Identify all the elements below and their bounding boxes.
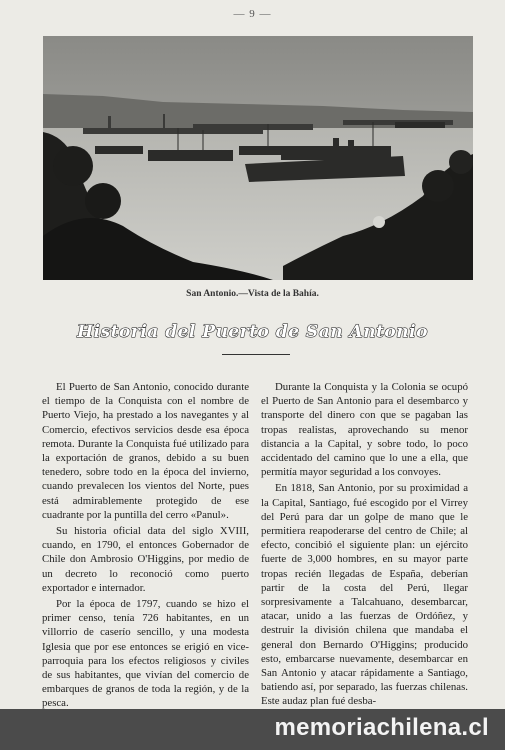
paragraph: En 1818, San Antonio, por su proximidad a la Capital, Santiago, fué escogido por el Virrey del Perú para dar un golpe de mano que le permitiera reapoderarse del centro de Chile; al efecto, concibió el siguiente plan: un ejército fuerte de 3,000 hombres, en su mayor parte tropas recién llegadas de España, deberían partir de la costa del Perú, llegar sorpresivamente a Talcahuano, desembarcar, atacar, unido a las fuerzas de Ordóñez, y destruir la división chilena que mandaba el general don Bernardo O'Higgins; producido esto, embarcarse nuevamente, desembarcar en San Antonio y atacar rápidamente a Santiago, batiendo así, por separado, las fuerzas chilenas. Este audaz plan fué desba- [261, 482, 468, 708]
paragraph: El Puerto de San Antonio, conocido durante el tiempo de la Conquista con el nombre de Puerto Viejo, ha prestado a los navegantes y al Comercio, efectivos servicios desde esa época remota. Durante la Conquista fué utilizado para la exportación de granos, debido a su buen tenedero, sobre todo en la época del invierno, cuando prevalecen los vientos del Norte, pues está admirablemente protegido de ese cuadrante por la puntilla del cerro «Panul». [42, 381, 249, 521]
right-column [261, 380, 468, 711]
paragraph: Durante la Conquista y la Colonia se ocupó el Puerto de San Antonio para el desembarco y transporte del dinero con que se pagaban las tropas realistas, aprovechando su menor distancia a la Capital, y sobre todo, lo poco accidentado del camino que lo une a ella, que permitía mayor seguridad a los convoyes. [261, 381, 468, 479]
watermark-text: memoriachilena.cl [274, 714, 489, 741]
paragraph: Su historia oficial data del siglo XVIII, cuando, en 1790, el entonces Gobernador de Chile don Ambrosio O'Higgins, por medio de un decreto lo reconoció como puerto exportador e internador. [42, 525, 249, 594]
article-title: Historia del Puerto de San Antonio [77, 322, 428, 342]
watermark-bar [0, 709, 505, 750]
left-column [42, 380, 249, 713]
page-number: — 9 — [233, 8, 272, 20]
title-divider [222, 354, 290, 355]
harbor-photo [43, 36, 473, 280]
photo-caption: San Antonio.—Vista de la Bahía. [186, 289, 319, 299]
paragraph: Por la época de 1797, cuando se hizo el primer censo, tenía 726 habitantes, en un villorrio de caserío sencillo, y una modesta Iglesia que por ese entonces se erigió en vice-parroquia para los efectos religiosos y civiles de sus habitantes, que vivían del comercio de embarques de granos de toda la región, y de la pesca. [42, 598, 249, 710]
